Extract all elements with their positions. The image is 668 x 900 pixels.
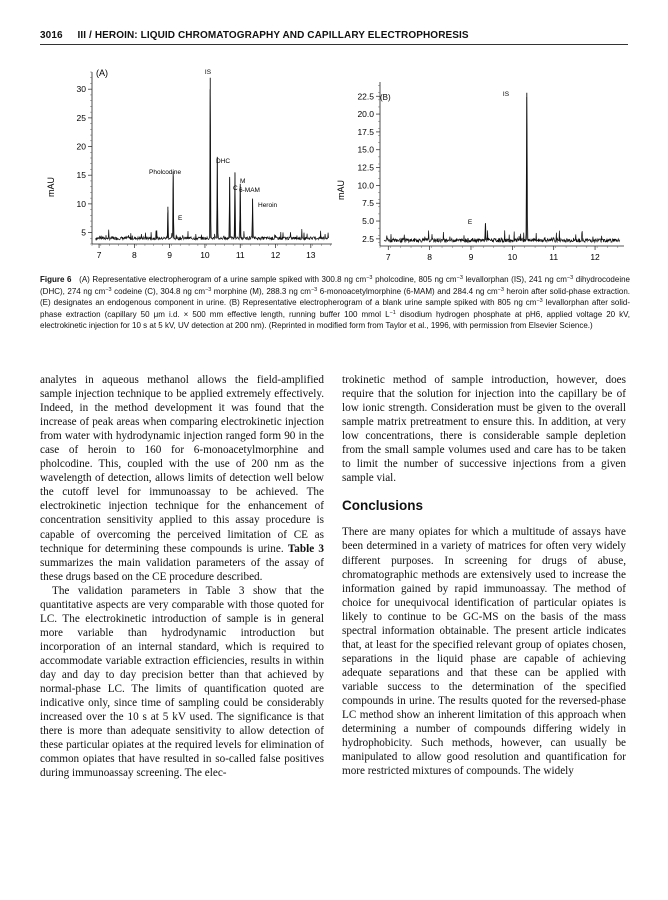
peak-labels-b bbox=[468, 91, 510, 226]
ytick-label: 30 bbox=[76, 84, 86, 95]
caption-text: heroin after solid-phase extraction. (E) designates an endogenous component in urine. (B) Representative electropherogram of a blank urine sample spiked with 805 ng cm bbox=[40, 286, 631, 308]
caption-text: disodium hydrogen phosphate at pH6, applied voltage 20 kV, electrokinetic injection for 10 s at 5 kV, UV detection at 200 nm). (Reprinted in modified form from Taylor et al., 1996, with permission from Elsevier Science.) bbox=[40, 309, 630, 331]
xtick-label: 8 bbox=[427, 252, 432, 262]
ytick-label: 20.0 bbox=[357, 109, 374, 120]
ytick-label: 10 bbox=[76, 198, 86, 209]
xtick-label: 8 bbox=[131, 250, 137, 260]
peak-labels-a bbox=[149, 69, 278, 222]
page-number: 3016 bbox=[40, 30, 63, 41]
ytick-label: 5.0 bbox=[362, 216, 374, 227]
ylabel-a: mAU bbox=[46, 177, 56, 197]
paragraph: trokinetic method of sample introduction, however, does require that the solution for injection into the capillary be of low ionic strength. Consideration must be given to the overall sample matrix pretreatment to ensure this. In addition, at very low concentrations, there is considerable sample depletion from the small sample volumes used and care has to be taken to limit the number of successive injections from a given sample vial. bbox=[342, 374, 626, 485]
paragraph bbox=[40, 373, 324, 584]
figure-label: Figure 6 bbox=[40, 275, 72, 284]
paragraph: The validation parameters in Table 3 show that the quantitative aspects are very comparable with those quoted for LC. The electrokinetic introduction of sample is in general more variable than hydrodynamic introduction but incorporation of an internal standard, which is required to accommodate variable extraction efficiencies, results in within day and day to day precision better than that achieved by normal-phase LC. The limits of quantification quoted are indicative only, since time of sampling could be considerably increased over the 10 s at 5 kV used. The significance is that there is more than adequate sensitivity to allow detection of these particular opiates at the required levels for elimination of common opiates that have resulted in so-called false positives during immunoassay screening. The elec- bbox=[40, 584, 324, 780]
ytick-label: 10.0 bbox=[357, 180, 374, 191]
peak-label-6mam: 6-MAM bbox=[239, 187, 260, 194]
caption-text: levallorphan (IS), 241 ng cm bbox=[462, 275, 567, 284]
xticks-b bbox=[386, 252, 600, 262]
ytick-label: 5 bbox=[81, 227, 86, 238]
caption-text: codeine (C), 304.8 ng cm bbox=[111, 286, 206, 296]
superscript: −3 bbox=[497, 286, 504, 293]
xtick-label: 11 bbox=[549, 252, 559, 262]
xtick-label: 9 bbox=[167, 250, 173, 260]
paragraph: There are many opiates for which a multitude of assays have been determined in a variety of matrices for often very widely different purposes. In screening for drugs of abuse, chromatographic methods are extensively used to increase the information gained by rapid immunoassay. The method of choice for unequivocal identification of particular opiates is likely to continue to be GC-MS on the basis of the mass spectral information obtainable. The present article indicates that, at least for the specified relevant group of opiates chosen, separations in the liquid phase are capable of achieving adequate separations and that these can be applied with variable success to the determination of the specified compounds in urine. The results quoted for the reversed-phase LC method show an inherent limitation of this approach when determining a number of compounds differing widely in hydrophobicity. Such methods, however, can usually be manipulated to allow good resolution and quantification for more restricted mixtures of compounds. The widely bbox=[342, 526, 626, 778]
superscript: −3 bbox=[566, 275, 574, 281]
peak-label-dhc: DHC bbox=[216, 158, 231, 165]
electropherogram-a bbox=[40, 62, 340, 272]
superscript: −3 bbox=[456, 275, 463, 281]
superscript: −3 bbox=[205, 286, 212, 293]
panel-label-b: (B) bbox=[380, 93, 391, 102]
ytick-label: 25 bbox=[76, 112, 86, 123]
caption-text: (A) Representative electropherogram of a urine sample spiked with 300.8 ng cm bbox=[79, 275, 367, 284]
ytick-label: 15.0 bbox=[357, 144, 374, 155]
ytick-label: 2.5 bbox=[362, 233, 374, 244]
xtick-label: 7 bbox=[96, 250, 102, 260]
xtick-label: 12 bbox=[590, 252, 600, 262]
caption-text: 6-monoacetylmorphine (6-MAM) and 284.4 ng cm bbox=[317, 286, 498, 296]
paragraph-text: summarizes the main validation parameters of the assay of these drugs based on the CE procedure described. bbox=[40, 556, 324, 583]
peak-label-e: E bbox=[178, 215, 183, 222]
yticks-a bbox=[77, 84, 87, 237]
superscript: −3 bbox=[366, 275, 373, 281]
peak-label-is: IS bbox=[502, 91, 510, 98]
section-heading: Conclusions bbox=[342, 498, 424, 514]
superscript: −3 bbox=[105, 286, 112, 293]
ytick-label: 15 bbox=[76, 170, 86, 181]
peak-label-pholcodine: Pholcodine bbox=[149, 169, 182, 176]
xtick-label: 12 bbox=[270, 250, 281, 260]
running-header bbox=[40, 30, 469, 41]
xtick-label: 13 bbox=[306, 250, 316, 260]
xtick-label: 7 bbox=[385, 252, 391, 262]
xtick-label: 9 bbox=[468, 252, 474, 262]
panel-label-a: (A) bbox=[96, 68, 108, 78]
figure-caption bbox=[40, 274, 630, 332]
xtick-label: 11 bbox=[235, 250, 245, 260]
trace-line bbox=[384, 97, 620, 242]
caption-text: dihydrocodeine (DHC), 274 ng cm bbox=[40, 275, 630, 296]
paragraph-text: analytes in aqueous methanol allows the field-amplified sample injection technique to be applied extremely effectively. Indeed, in the method development it was found that the increase of peak areas when comparing electrokinetic injection from water with hydrodynamic injection ranged form 90 in the case of heroin to 160 for 6-monoacetylmorphine and pholcodine. This, coupled with the use of 200 nm as the wavelength of detection, allows limits of detection well below the cutoff level for immunoassay to be achieved. The electrokinetic injection technique for the enhancement of concentration sensitivity applied to this assay procedure is capable of overcoming the perceived limitation of CE as technique for determining these compounds is urine. bbox=[40, 374, 324, 555]
body-column-left bbox=[40, 373, 324, 780]
yticks-b bbox=[357, 91, 374, 244]
ytick-label: 22.5 bbox=[357, 91, 374, 102]
trace-line bbox=[96, 89, 329, 240]
running-title: III / HEROIN: LIQUID CHROMATOGRAPHY AND CAPILLARY ELECTROPHORESIS bbox=[77, 30, 469, 41]
superscript: −3 bbox=[536, 298, 543, 305]
caption-text: levallorphan after solid-phase extraction (capillary 50 μm i.d. × 500 mm effective length, running buffer 100 mmol L bbox=[40, 298, 631, 319]
peak-label-is: IS bbox=[204, 69, 212, 76]
ytick-label: 17.5 bbox=[357, 126, 374, 137]
caption-text: pholcodine, 805 ng cm bbox=[372, 275, 457, 284]
xtick-label: 10 bbox=[507, 252, 518, 262]
caption-text: morphine (M), 288.3 ng cm bbox=[211, 286, 311, 296]
superscript: −1 bbox=[389, 309, 396, 316]
ylabel-b: mAU bbox=[336, 180, 346, 200]
header-rule bbox=[40, 44, 628, 45]
xticks-a bbox=[97, 250, 316, 260]
xtick-label: 10 bbox=[200, 250, 210, 260]
ytick-label: 20 bbox=[76, 141, 86, 152]
ytick-label: 7.5 bbox=[362, 198, 374, 209]
peak-label-m: M bbox=[240, 178, 246, 185]
ytick-label: 12.5 bbox=[357, 162, 374, 173]
peak-label-c: C bbox=[233, 185, 238, 192]
table-reference[interactable]: Table 3 bbox=[287, 542, 324, 555]
peak-label-heroin: Heroin bbox=[258, 202, 278, 209]
body-column-right bbox=[342, 373, 626, 778]
electropherogram-b bbox=[334, 62, 630, 272]
peak-label-e: E bbox=[467, 219, 473, 226]
superscript: −3 bbox=[310, 286, 318, 293]
